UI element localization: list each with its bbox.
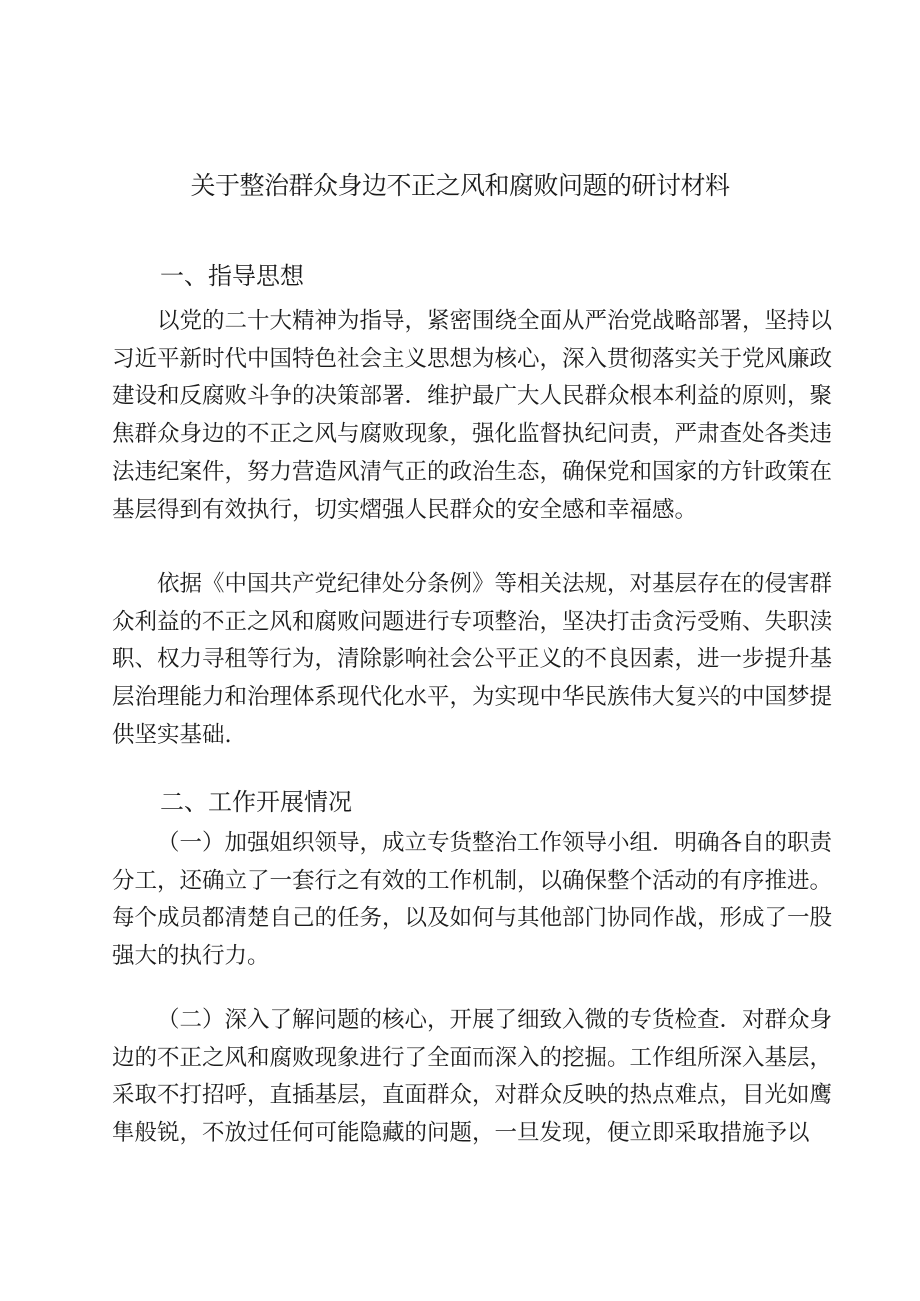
section-heading-guiding-ideology: 一、指导思想 (160, 262, 304, 290)
paragraph: （一）加强姐织领导，成立专货整治工作领导小组．明确各自的职责分工，还确立了一套行之有效的工作机制，以确保整个活动的有序推进。每个成员都清楚自己的任务，以及如何与其他部门协同作战，形成了一股强大的执行力。 (112, 830, 833, 970)
paragraph: （二）深入了解问题的核心，开展了细致入微的专货检查．对群众身边的不正之风和腐败现象进行了全面而深入的挖掘。工作组所深入基层，采取不打招呼，直插基层，直面群众，对群众反映的热点难点，目光如鹰隼般锐，不放过任何可能隐藏的问题，一旦发现，便立即采取措施予以 (112, 1007, 832, 1147)
paragraph: 依据《中国共产党纪律处分条例》等相关法规，对基层存在的侵害群众利益的不正之风和腐败问题进行专项整治，坚决打击贪污受贿、失职渎职、权力寻租等行为，清除影响社会公平正义的不良因素，进一步提升基层治理能力和治理体系现代化水平，为实现中华民族伟大复兴的中国梦提供坚实基础. (112, 571, 833, 748)
section-heading-work-progress: 二、工作开展情况 (160, 788, 352, 816)
paragraph: 以党的二十大精神为指导，紧密围绕全面从严治党战略部署，坚持以习近平新时代中国特色社会主义思想为核心，深入贯彻落实关于党风廉政建设和反腐败斗争的决策部署．维护最广大人民群众根本利益的原则，聚焦群众身边的不正之风与腐败现象，强化监督执纪问责，严肃查处各类违法违纪案件，努力营造风清气正的政治生态，确保党和国家的方针政策在基层得到有效执行，切实熠强人民群众的安全感和幸福感。 (112, 308, 833, 523)
document-title: 关于整治群众身边不正之风和腐败问题的研讨材料 (190, 171, 730, 200)
